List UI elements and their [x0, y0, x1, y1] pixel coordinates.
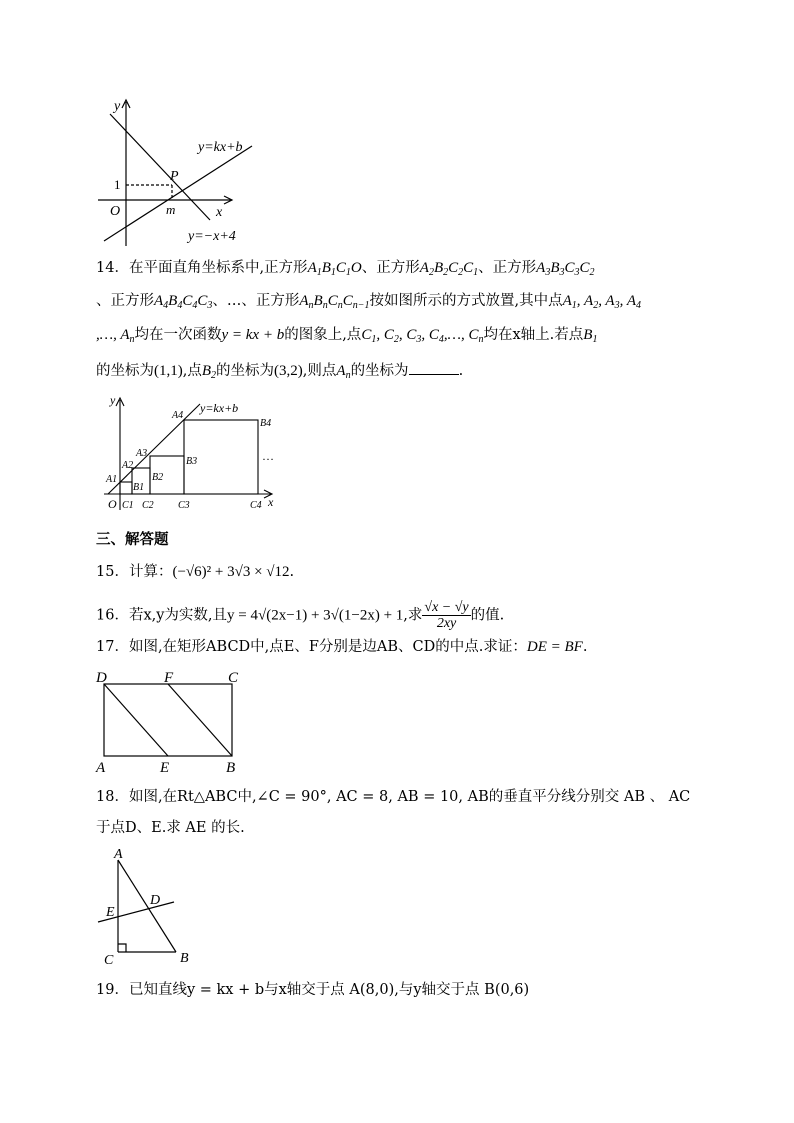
- q15-expression: (−√6)² + 3√3 × √12: [172, 564, 290, 580]
- q14-func: y = kx + b: [221, 327, 285, 343]
- label-c4: C4: [250, 500, 262, 511]
- label-d: D: [150, 893, 161, 908]
- label-b2: B2: [152, 472, 164, 483]
- label-a: A: [114, 847, 123, 862]
- q14-line4: 的坐标为(1,1),点$B_2$的坐标为(3,2),则点$A_n$的坐标为 .: [96, 363, 464, 381]
- q16-fraction: [422, 600, 470, 631]
- q14-text: 14．在平面直角坐标系中,正方形: [96, 260, 308, 276]
- x-axis-label: x: [268, 495, 274, 509]
- q18-line2: 于点D、E.求 AE 的长.: [96, 820, 245, 836]
- q14-text: 按如图所示的方式放置,其中点: [369, 293, 563, 309]
- q17-text: 17．如图,在矩形ABCD中,点E、F分别是边AB、CD的中点.求证：: [96, 639, 527, 655]
- ellipsis-label: …: [262, 449, 274, 463]
- q16-fraction-numerator: √x − √y: [424, 600, 469, 615]
- label-c3: C3: [178, 500, 190, 511]
- segment-de: [104, 684, 168, 756]
- q16-text: ,求: [403, 607, 423, 624]
- section-3-heading: 三、解答题: [96, 531, 169, 548]
- q14-text: 的图象上,点: [284, 327, 362, 343]
- b1-coordinate: (1,1): [154, 363, 183, 379]
- answer-blank[interactable]: [409, 362, 459, 375]
- segment-ab: [118, 860, 176, 952]
- point-p-label: P: [170, 169, 179, 184]
- q14-text: 均在x轴上.若点: [483, 327, 584, 343]
- label-e: E: [160, 760, 170, 776]
- q17-line: [96, 636, 587, 658]
- q16-text: 的值.: [470, 607, 505, 624]
- q15-line: [96, 561, 294, 583]
- y-axis-label: y: [114, 99, 121, 114]
- label-d: D: [96, 670, 107, 686]
- q14-text: 、…、正方形: [212, 293, 300, 309]
- label-b3: B3: [186, 456, 198, 467]
- square-1: [120, 482, 132, 494]
- b2-coordinate: (3,2): [274, 363, 303, 379]
- rectangle-abcd: [104, 684, 232, 756]
- q14-text: .: [458, 363, 464, 379]
- figure-q13-graph: [92, 96, 272, 248]
- q14-text: 、正方形: [361, 260, 420, 276]
- label-f: F: [164, 670, 174, 686]
- q15-text: .: [289, 564, 295, 580]
- q16-line: [96, 600, 504, 631]
- label-c2: C2: [142, 500, 154, 511]
- q14-line3: ,…, $A_n$均在一次函数y = kx + b的图象上,点$C_1$, $C_2$, $C_3$, $C_4,\dots$, $C_n$均在x轴上.若点$B_1$: [96, 327, 598, 345]
- label-a: A: [96, 760, 106, 776]
- label-a4: A4: [172, 410, 184, 421]
- x-axis-label: x: [216, 205, 223, 220]
- q14-line1: 14．在平面直角坐标系中,正方形$A_1B_1C_1O$、正方形$A_2B_2C_2C_1$、正方形$A_3B_3C_3C_2$: [96, 260, 595, 278]
- q14-text: ,点: [182, 363, 202, 379]
- figure-q18-triangle: [96, 846, 196, 970]
- q14-text: 的坐标为: [216, 363, 275, 379]
- origin-label: O: [110, 204, 121, 219]
- q18-line1: 18．如图,在Rt△ABC中,∠C = 90°, AC = 8, AB = 10, AB的垂直平分线分别交 AB 、 AC: [96, 789, 691, 805]
- q14-text: 均在一次函数: [134, 327, 222, 343]
- origin-label: O: [108, 497, 117, 511]
- func-label: y=kx+b: [200, 401, 239, 415]
- label-a2: A2: [122, 460, 134, 471]
- label-a1: A1: [106, 474, 118, 485]
- q14-text: 、正方形: [96, 293, 154, 309]
- figure-q17-rectangle: [92, 666, 252, 778]
- line1-label: y=kx+b: [198, 140, 243, 155]
- label-b4: B4: [260, 418, 272, 429]
- label-b1: B1: [133, 482, 145, 493]
- q14-text: 的坐标为: [96, 363, 154, 379]
- label-e: E: [106, 905, 115, 920]
- q16-expression: y = 4√(2x−1) + 3√(1−2x) + 1: [227, 607, 404, 624]
- y-axis-label: y: [110, 393, 116, 407]
- figure-q14-squares: [96, 390, 286, 512]
- q14-text: 、正方形: [478, 260, 537, 276]
- line-neg-x-plus-4: [110, 114, 210, 220]
- q17-text: .: [582, 639, 588, 655]
- q14-text: ,则点: [302, 363, 337, 379]
- q14-text: 的坐标为: [350, 363, 409, 379]
- x-tick-label: m: [166, 202, 176, 217]
- segment-fb: [168, 684, 232, 756]
- label-c: C: [228, 670, 239, 686]
- q19-line: 19．已知直线y = kx + b与x轴交于点 A(8,0),与y轴交于点 B(0,6): [96, 982, 530, 998]
- q14-line2: 、正方形$A_4B_4C_4C_3$、…、正方形$A_nB_nC_nC_{n-1}$按如图所示的方式放置,其中点$A_1$, $A_2$, $A_3$, $A_4$: [96, 293, 641, 311]
- label-b: B: [180, 951, 189, 966]
- q16-fraction-denominator: 2xy: [436, 616, 457, 631]
- label-c1: C1: [122, 500, 134, 511]
- y-tick-label: 1: [114, 177, 121, 192]
- q16-text: 16．若x,y为实数,且: [96, 607, 228, 624]
- right-angle-mark: [118, 944, 126, 952]
- q17-claim: DE = BF: [526, 639, 583, 655]
- label-a3: A3: [136, 448, 148, 459]
- line2-label: y=−x+4: [188, 229, 236, 244]
- label-c: C: [104, 953, 114, 968]
- label-b: B: [226, 760, 236, 776]
- q15-text: 15．计算：: [96, 564, 173, 580]
